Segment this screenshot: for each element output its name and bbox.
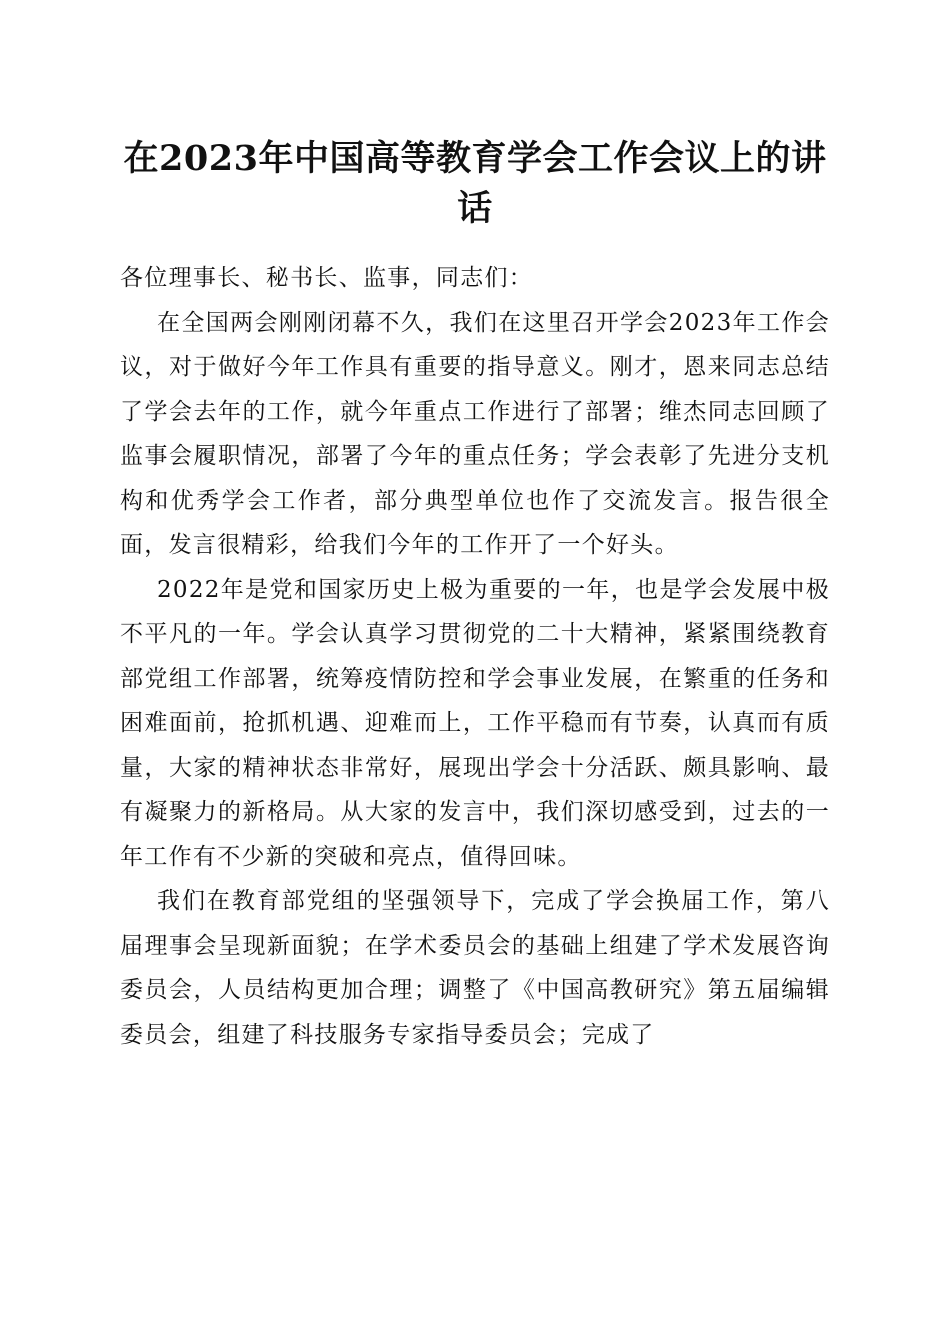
document-title: 在2023年中国高等教育学会工作会议上的讲话 bbox=[123, 138, 827, 229]
paragraph-2: 2022年是党和国家历史上极为重要的一年，也是学会发展中极不平凡的一年。学会认真学习贯彻党的二十大精神，紧紧围绕教育部党组工作部署，统筹疫情防控和学会事业发展，在繁重的任务和困难面前，抢抓机遇、迎难而上，工作平稳而有节奏，认真而有质量，大家的精神状态非常好，展现出学会十分活跃、颇具影响、最有凝聚力的新格局。从大家的发言中，我们深切感受到，过去的一年工作有不少新的突破和亮点，值得回味。 bbox=[120, 576, 830, 870]
document-body bbox=[120, 256, 830, 1057]
salutation: 各位理事长、秘书长、监事，同志们： bbox=[120, 265, 534, 291]
paragraph-3: 我们在教育部党组的坚强领导下，完成了学会换届工作，第八届理事会呈现新面貌；在学术委员会的基础上组建了学术发展咨询委员会，人员结构更加合理；调整了《中国高教研究》第五届编辑委员会，组建了科技服务专家指导委员会；完成了 bbox=[120, 888, 830, 1048]
paragraph-1: 在全国两会刚刚闭幕不久，我们在这里召开学会2023年工作会议，对于做好今年工作具有重要的指导意义。刚才，恩来同志总结了学会去年的工作，就今年重点工作进行了部署；维杰同志回顾了监事会履职情况，部署了今年的重点任务；学会表彰了先进分支机构和优秀学会工作者，部分典型单位也作了交流发言。报告很全面，发言很精彩，给我们今年的工作开了一个好头。 bbox=[120, 309, 830, 558]
